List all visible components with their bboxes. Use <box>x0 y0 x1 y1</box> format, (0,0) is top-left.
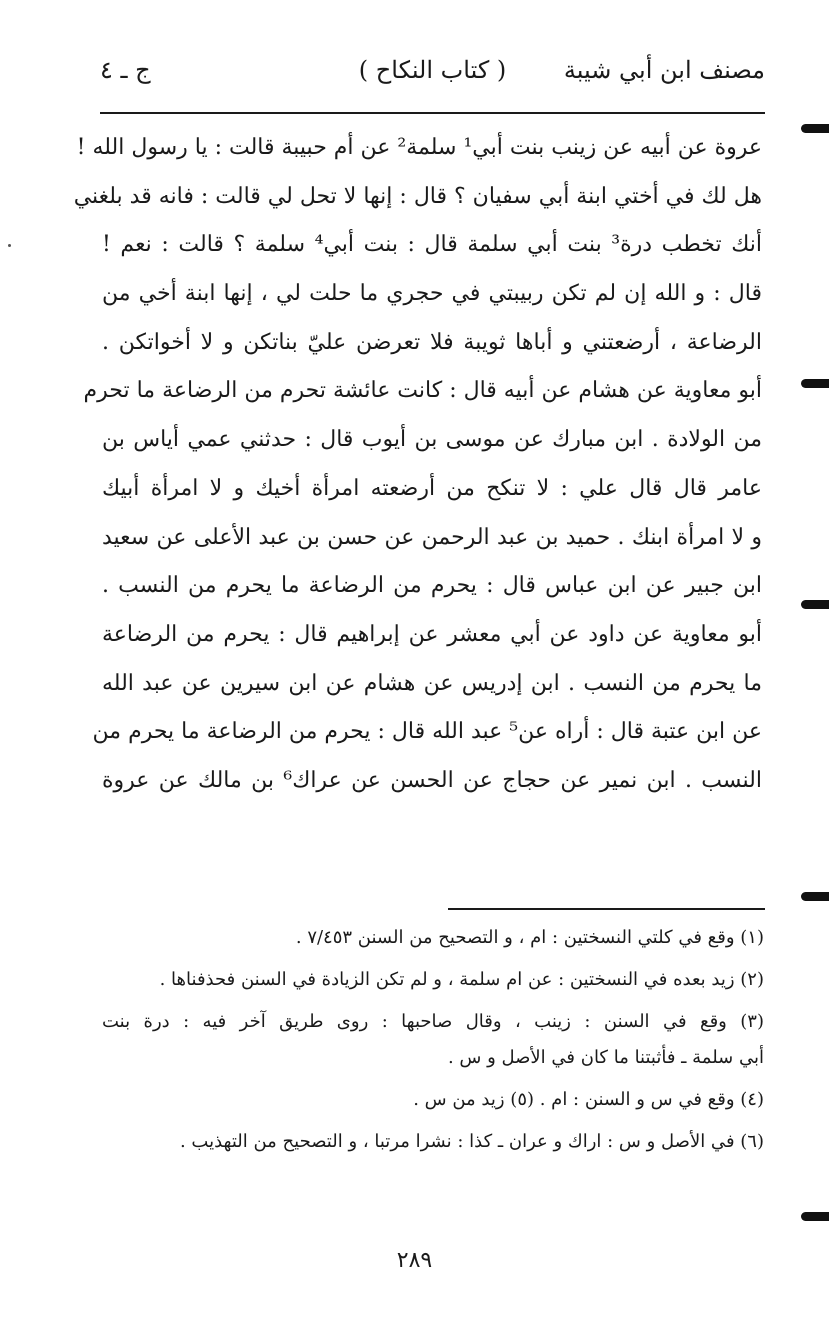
running-header <box>100 52 765 92</box>
text-line: عروة عن أبيه عن زينب بنت أبي¹ سلمة² عن أم حبيبة قالت : يا رسول الله ! <box>76 135 762 160</box>
text-line: قال : و الله إن لم تكن ربيبتي في حجري ما حلت لي ، إنها ابنة أخي من <box>102 281 762 307</box>
text-line: عامر قال قال علي : لا تنكح من أرضعته امرأة أخيك و لا امرأة أبيك <box>102 475 762 501</box>
scan-speck <box>8 244 11 247</box>
section-title: ( كتاب النكاح ) <box>358 56 507 84</box>
text-line: و لا امرأة ابنك . حميد بن عبد الرحمن عن حسن بن عبد الأعلى عن سعيد <box>102 524 762 550</box>
scan-edge-mark <box>801 892 829 901</box>
footnote-2: (٢) زيد بعده في النسختين : عن ام سلمة ، و لم تكن الزيادة في السنن فحذفناها . <box>159 969 764 990</box>
text-line: ابن جبير عن ابن عباس قال : يحرم من الرضاعة ما يحرم من النسب . <box>102 573 762 599</box>
footnote-3-continued: أبي سلمة ـ فأثبتنا ما كان في الأصل و س . <box>447 1047 764 1068</box>
scan-edge-mark <box>801 379 829 388</box>
text-line: عن ابن عتبة قال : أراه عن⁵ عبد الله قال : يحرم من الرضاعة ما يحرم من <box>92 719 762 745</box>
footnote-4-5: (٤) وقع في س و السنن : ام . (٥) زيد من س . <box>413 1089 764 1110</box>
text-line: أبو معاوية عن داود عن أبي معشر عن إبراهيم قال : يحرم من الرضاعة <box>102 621 762 647</box>
scan-edge-mark <box>801 124 829 133</box>
scan-edge-mark <box>801 600 829 609</box>
text-line: أنك تخطب درة³ بنت أبي سلمة قال : بنت أبي⁴ سلمة ؟ قالت : نعم ! <box>102 232 763 258</box>
footnotes <box>102 920 764 1160</box>
text-line: أبو معاوية عن هشام عن أبيه قال : كانت عائشة تحرم من الرضاعة ما تحرم <box>83 378 762 404</box>
footnote-rule <box>448 908 765 910</box>
header-rule <box>100 112 765 114</box>
book-title: مصنف ابن أبي شيبة <box>563 56 765 84</box>
text-line: ما يحرم من النسب . ابن إدريس عن هشام عن ابن سيرين عن عبد الله <box>102 670 762 696</box>
footnote-6: (٦) في الأصل و س : اراك و عران ـ كذا : نشرا مرتبا ، و التصحيح من التهذيب . <box>179 1131 764 1152</box>
text-line: النسب . ابن نمير عن حجاج عن الحسن عن عراك⁶ بن مالك عن عروة <box>102 767 762 793</box>
footnote-3: (٣) وقع في السنن : زينب ، وقال صاحبها : روى طريق آخر فيه : درة بنت <box>102 1011 764 1032</box>
footnote-1: (١) وقع في كلتي النسختين : ام ، و التصحيح من السنن ٧/٤٥٣ . <box>295 927 764 948</box>
text-line: الرضاعة ، أرضعتني و أباها ثويبة فلا تعرضن عليّ بناتكن و لا أخواتكن . <box>102 329 762 355</box>
scan-edge-mark <box>801 1212 829 1221</box>
page-number: ٢٨٩ <box>396 1248 433 1273</box>
volume-label: ج ـ ٤ <box>100 56 151 84</box>
text-line: هل لك في أختي ابنة أبي سفيان ؟ قال : إنها لا تحل لي قالت : فانه قد بلغني <box>73 183 762 209</box>
main-text <box>73 124 763 806</box>
text-line: من الولادة . ابن مبارك عن موسى بن أيوب قال : حدثني عمي أياس بن <box>102 427 762 453</box>
